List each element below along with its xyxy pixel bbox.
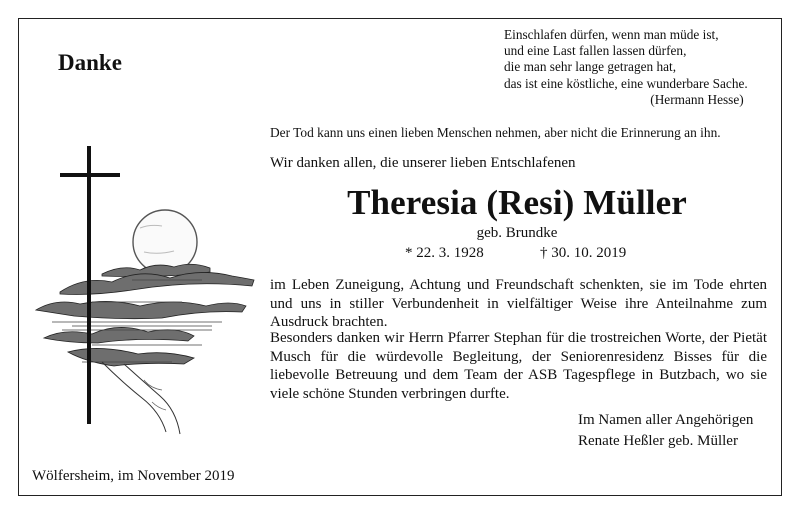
quote-line: das ist eine köstliche, eine wunderbare Sache. xyxy=(504,75,748,91)
signature-line-1: Im Namen aller Angehörigen xyxy=(578,412,754,428)
deceased-name: Theresia (Resi) Müller xyxy=(347,183,687,222)
quote-line: Einschlafen dürfen, wenn man müde ist, xyxy=(504,27,719,42)
place-and-date: Wölfersheim, im November 2019 xyxy=(32,468,235,484)
quote-line: die man sehr lange getragen hat, xyxy=(504,59,677,75)
death-date: † 30. 10. 2019 xyxy=(540,245,627,261)
hesse-quote xyxy=(504,27,748,108)
heading-danke: Danke xyxy=(58,50,122,75)
signature-block xyxy=(578,410,753,452)
intro-sentence: Der Tod kann uns einen lieben Menschen nehmen, aber nicht die Erinnerung an ihn. xyxy=(270,125,721,140)
cross-landscape-illustration xyxy=(32,140,266,440)
thanks-paragraph-1: im Leben Zuneigung, Achtung und Freundschaft schenkten, sie im Tode ehrten und uns in stiller Verbundenheit in vielfältiger Weise ihre Anteilnahme zum Ausdruck brachten. xyxy=(270,277,767,330)
quote-line: und eine Last fallen lassen dürfen, xyxy=(504,43,687,59)
birth-date: * 22. 3. 1928 xyxy=(405,245,484,261)
quote-author: (Hermann Hesse) xyxy=(650,91,744,107)
signature-line-2: Renate Heßler geb. Müller xyxy=(578,433,738,449)
thanks-line: Wir danken allen, die unserer lieben Entschlafenen xyxy=(270,155,576,171)
birth-name: geb. Brundke xyxy=(476,225,558,241)
thanks-paragraph-2: Besonders danken wir Herrn Pfarrer Stephan für die trostreichen Worte, der Pietät Musch für die würdevolle Begleitung, der Seniorenresidenz Bisses für die liebevolle Betreuung und dem Team der ASB Tagespflege in Butzbach, wo sie viele schöne Stunden verbringen durfte. xyxy=(270,330,767,402)
